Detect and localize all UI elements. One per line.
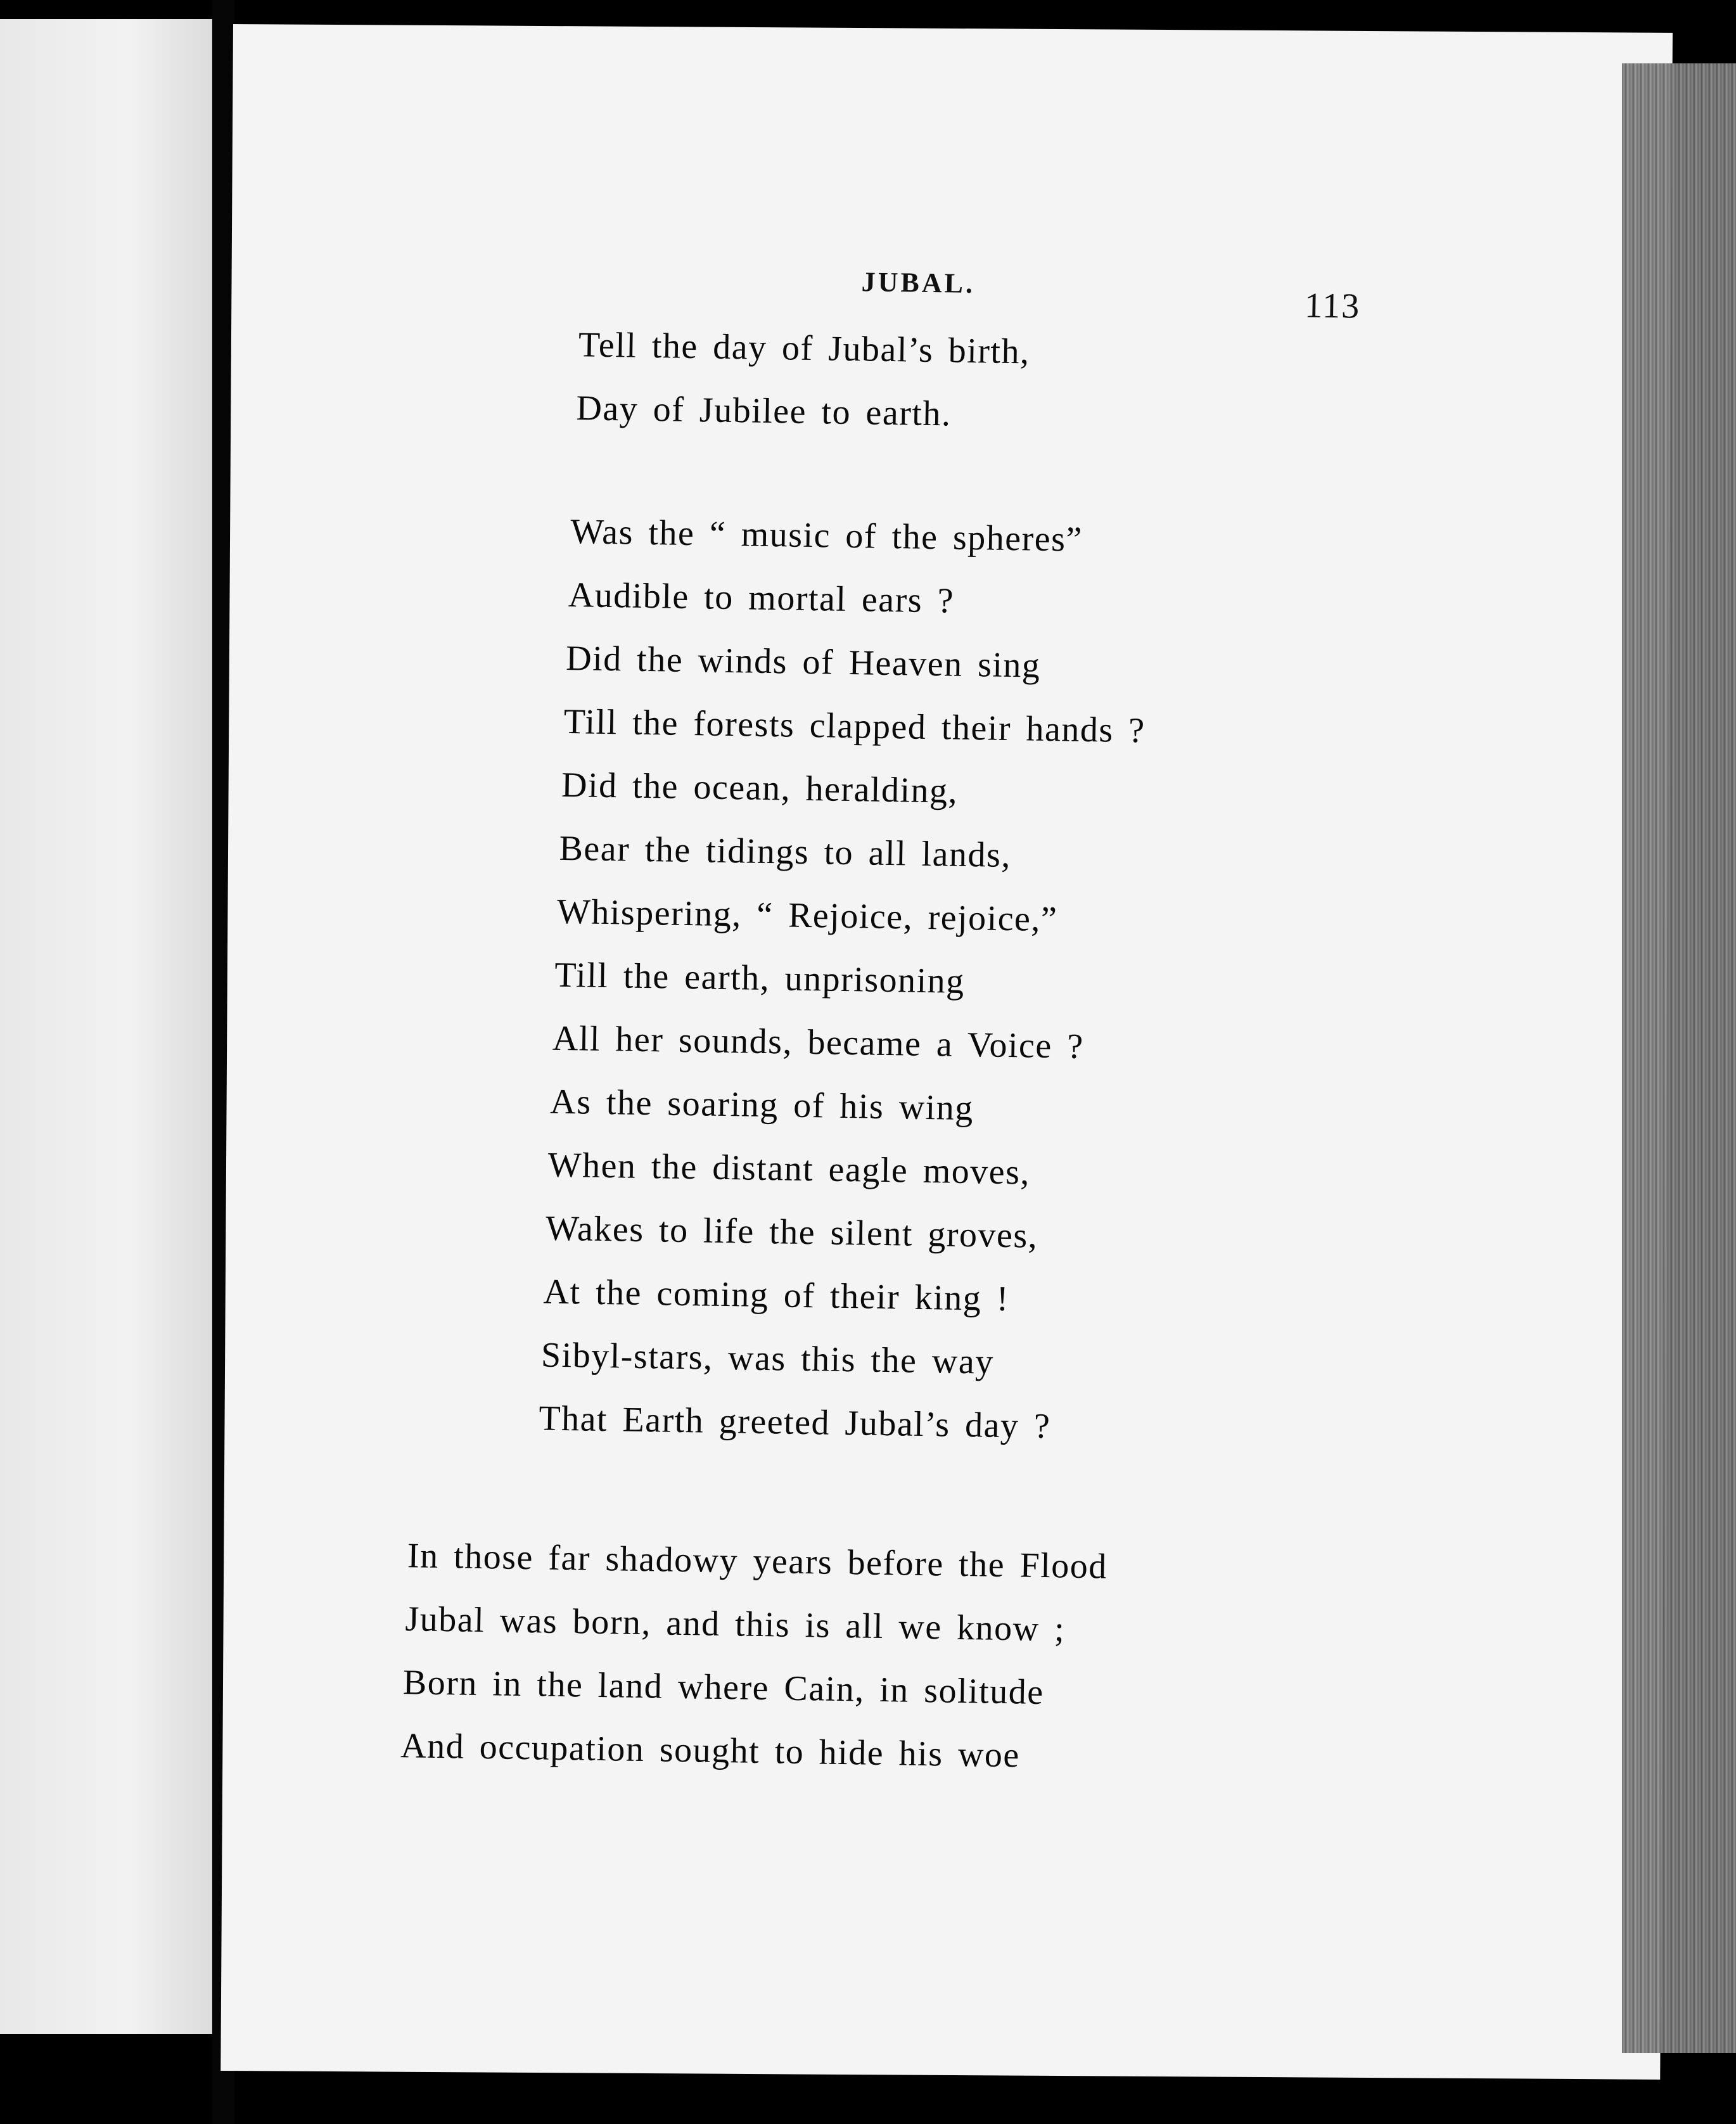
stanza-3-line-4: And occupation sought to hide his woe <box>400 1726 1021 1775</box>
stanza-2-line-9: All her sounds, became a Voice ? <box>552 1018 1085 1066</box>
stanza-2-line-15: That Earth greeted Jubal’s day ? <box>538 1398 1051 1447</box>
stanza-1-line-1: Tell the day of Jubal’s birth, <box>578 325 1031 372</box>
page-number: 113 <box>1304 286 1361 326</box>
stanza-2-line-5: Did the ocean, heralding, <box>561 765 959 811</box>
stanza-1-line-2: Day of Jubilee to earth. <box>576 388 952 434</box>
stanza-2-line-7: Whispering, “ Rejoice, rejoice,” <box>556 892 1058 940</box>
stanza-2-line-1: Was the “ music of the spheres” <box>570 512 1083 560</box>
stanza-2-line-8: Till the earth, unprisoning <box>554 955 966 1001</box>
stanza-2-line-2: Audible to mortal ears ? <box>568 575 955 621</box>
stanza-2-line-6: Bear the tidings to all lands, <box>559 828 1012 876</box>
stanza-2-line-3: Did the winds of Heaven sing <box>565 638 1041 686</box>
stanza-3-line-2: Jubal was born, and this is all we know ; <box>404 1599 1066 1649</box>
stanza-3-line-3: Born in the land where Cain, in solitude <box>402 1663 1045 1713</box>
stanza-2-line-13: At the coming of their king ! <box>543 1272 1010 1319</box>
stanza-3-line-1: In those far shadowy years before the Flood <box>407 1536 1108 1587</box>
stanza-2-line-14: Sibyl-stars, was this the way <box>540 1335 995 1382</box>
running-head: JUBAL. <box>861 266 976 300</box>
stanza-2-line-12: Wakes to life the silent groves, <box>545 1208 1038 1256</box>
stanza-2-line-11: When the distant eagle moves, <box>547 1145 1031 1193</box>
stanza-2-line-10: As the soaring of his wing <box>549 1082 974 1129</box>
stanza-2-line-4: Till the forests clapped their hands ? <box>563 701 1146 751</box>
